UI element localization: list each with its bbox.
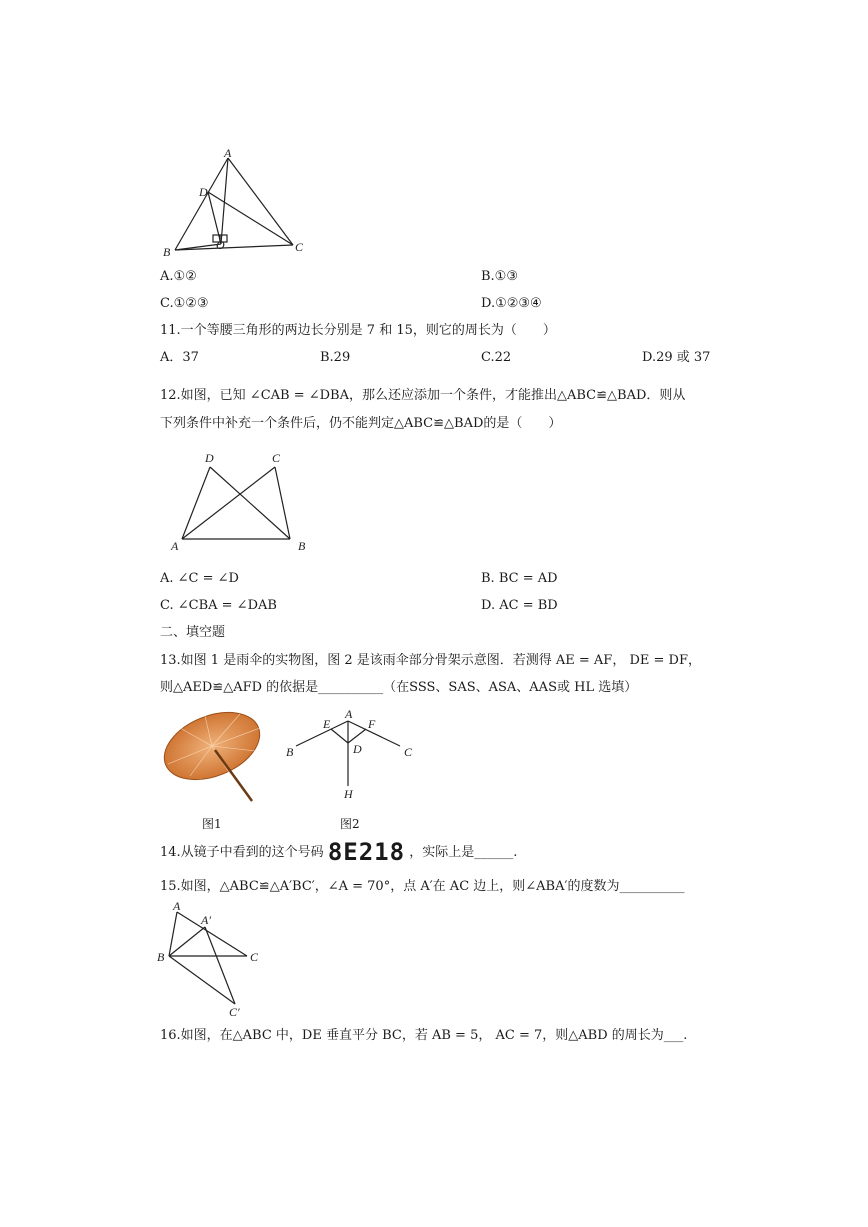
label-C: C <box>295 240 304 254</box>
label-D: D <box>199 185 208 199</box>
label-H: H <box>344 787 353 801</box>
section-title-fill-in: 二、填空题 <box>160 625 226 640</box>
q14-mirror-number: 8E218 <box>327 838 406 866</box>
seg-DO <box>208 192 221 244</box>
figure-q13-skeleton <box>282 706 422 806</box>
figure-q15-triangles <box>155 900 275 1020</box>
q11-option-a: A．37 <box>160 350 199 365</box>
q13-line2: 则△AED≌△AFD 的依据是__________（在SSS、SAS、ASA、AAS或 HL 选填） <box>160 680 638 695</box>
label-A: A <box>173 900 181 913</box>
label-A: A <box>224 148 232 160</box>
label-A: A <box>345 707 353 721</box>
figure-caption-2: 图2 <box>340 817 360 831</box>
q11-option-c: C.22 <box>481 350 512 365</box>
label-F: F <box>368 717 376 731</box>
q14-text-before: 14.从镜子中看到的这个号码 <box>160 845 324 860</box>
label-B: B <box>163 245 171 259</box>
seg-ED <box>331 729 348 743</box>
q10-option-c: C.①②③ <box>160 296 209 311</box>
label-B: B <box>298 539 306 553</box>
q14-line <box>160 838 518 866</box>
label-C: C <box>250 950 259 964</box>
seg-AC <box>177 912 247 956</box>
q16-line: 16.如图，在△ABC 中，DE 垂直平分 BC，若 AB = 5， AC = 7，则△ABD 的周长为___. <box>160 1028 688 1043</box>
label-C: C <box>404 745 413 759</box>
q10-option-d: D.①②③④ <box>481 296 542 311</box>
label-C-prime: C′ <box>229 1005 240 1019</box>
q12-option-a: A. ∠C = ∠D <box>160 571 239 586</box>
q14-text-after: ，实际上是______. <box>409 845 518 860</box>
label-O: O <box>216 238 225 252</box>
q10-option-a: A.①② <box>160 269 197 284</box>
label-A-prime: A′ <box>201 913 211 927</box>
seg-BA1 <box>169 927 205 956</box>
q11-option-b: B.29 <box>320 350 351 365</box>
figure-q10-triangle <box>155 148 315 263</box>
q15-line: 15.如图，△ABC≌△A′BC′，∠A = 70°，点 A′在 AC 边上，则∠ABA′的度数为__________ <box>160 879 685 894</box>
seg-AC <box>228 158 293 245</box>
label-C: C <box>272 451 281 465</box>
q12-option-b: B. BC = AD <box>481 571 558 586</box>
figure-caption-1: 图1 <box>202 817 222 831</box>
q13-line1: 13.如图 1 是雨伞的实物图，图 2 是该雨伞部分骨架示意图．若测得 AE = AF， DE = DF， <box>160 653 701 668</box>
q12-line1: 12.如图，已知 ∠CAB = ∠DBA，那么还应添加一个条件，才能推出△ABC≌△BAD．则从 <box>160 388 686 403</box>
q12-option-c: C. ∠CBA = ∠DAB <box>160 598 277 613</box>
label-D: D <box>353 742 362 756</box>
seg-AB <box>169 912 177 956</box>
seg-DB <box>210 467 290 539</box>
figure-q12-quadrilateral <box>165 447 325 557</box>
q11-option-d: D.29 或 37 <box>642 350 711 365</box>
label-E: E <box>323 717 331 731</box>
label-A: A <box>171 539 179 553</box>
q11-stem: 11.一个等腰三角形的两边长分别是 7 和 15，则它的周长为（ ） <box>160 323 556 338</box>
umbrella-photo <box>160 706 265 806</box>
label-D: D <box>205 451 214 465</box>
label-B: B <box>286 745 294 759</box>
q12-line2: 下列条件中补充一个条件后，仍不能判定△ABC≌△BAD的是（ ） <box>160 416 562 431</box>
seg-BA <box>296 721 348 746</box>
seg-FD <box>348 729 366 743</box>
label-B: B <box>157 950 165 964</box>
q12-option-d: D. AC = BD <box>481 598 558 613</box>
q10-option-b: B.①③ <box>481 269 518 284</box>
